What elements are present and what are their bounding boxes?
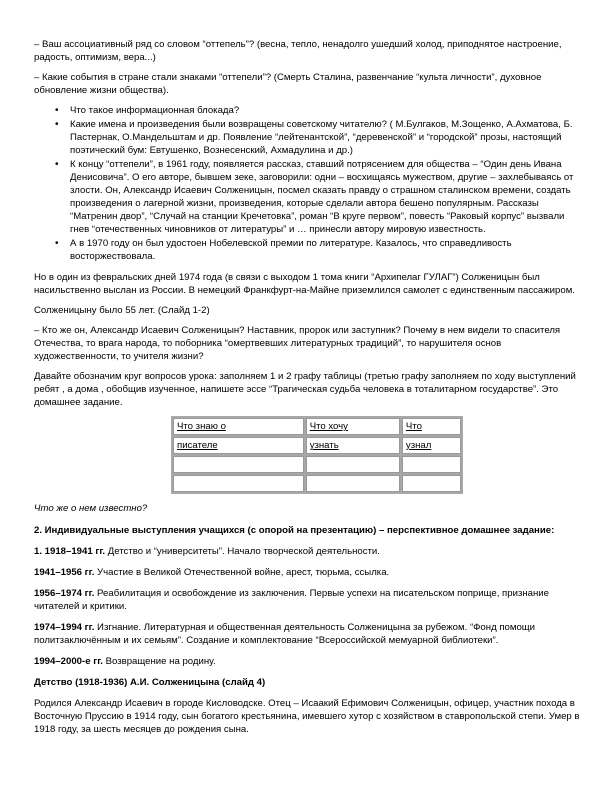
period-item	[34, 621, 582, 647]
period-item	[34, 587, 582, 613]
table-header-learned: Что	[402, 418, 461, 435]
period-years: 1994–2000-е гг.	[34, 656, 103, 667]
table-row	[173, 456, 461, 473]
bullet-list	[34, 104, 582, 263]
table-header-know: Что знаю о	[173, 418, 304, 435]
table-row	[173, 418, 461, 435]
period-years: 1941–1956 гг.	[34, 567, 95, 578]
bullet-item: • Что такое информационная блокада?	[70, 104, 582, 117]
childhood-paragraph: Родился Александр Исаевич в городе Кисловодске. Отец – Исаакий Ефимович Солженицын, офицер, участник похода в Восточную Пруссию в 1914 году, сын богатого крестьянина, имевшего хутор с хозяйством в ставропольской степи. Умер в 1918 году, за шесть месяцев до рождения сына.	[34, 698, 580, 735]
table-header-want-2: узнать	[306, 437, 400, 454]
who-paragraph: – Кто же он, Александр Исаевич Солженицын? Наставник, пророк или заступник? Почему в нем видели то спасителя Отечества, то врага народа, то поборника “омертвевших литературных традиций”, то нарушителя основ художественности, то учителя жизни?	[34, 325, 561, 362]
bullet-item: • Какие имена и произведения были возвращены советскому читателю? ( М.Булгаков, М.Зощенко, А.Ахматова, Б. Пастернак, О.Мандельштам и др. Появление “лейтенантской”, “деревенской” и “городской” прозы, настоящий поэтический бум: Евтушенко, Вознесенский, Ахмадулина и др.)	[70, 118, 582, 157]
table-cell	[306, 475, 400, 492]
table-cell	[402, 475, 461, 492]
childhood-heading: Детство (1918-1936) А.И. Солженицына (слайд 4)	[34, 677, 266, 688]
bullet-item: • К концу “оттепели”, в 1961 году, появляется рассказ, ставший потрясением для общества – “Один день Ивана Денисовича”. О его авторе, бывшем зеке, заговорили: одни – восхищаясь мужеством, другие – захлебываясь от злости. Он, Александр Исаевич Солженицын, посмел сказать правду о страшном сталинском времени, создать произведения о лагерной жизни, произведения, которые сделали автора бешено популярным. Рассказы “Матренин двор”, “Случай на станции Кречетовка”, роман “В круге первом”, повесть “Раковый корпус” вызвали гнев “отечественных чиновников от литературы” и … принесли автору мировую известность.	[70, 158, 582, 236]
period-years: 1. 1918–1941 гг.	[34, 546, 106, 557]
exile-paragraph: Но в один из февральских дней 1974 года (в связи с выходом 1 тома книги “Архипелаг ГУЛАГ”) Солженицын был насильственно выслан из России. В немецкий Франкфурт-на-Майне приземлился самолет с единственным пассажиром.	[34, 272, 575, 296]
period-text: Реабилитация и освобождение из заключения. Первые успехи на писательском поприще, признание читателей и критики.	[34, 588, 549, 612]
table-row	[173, 475, 461, 492]
table-cell	[173, 475, 304, 492]
kwl-table	[171, 416, 463, 494]
period-text: Участие в Великой Отечественной войне, арест, тюрьма, ссылка.	[94, 567, 390, 578]
table-header-know-2: писателе	[173, 437, 304, 454]
period-item	[34, 566, 582, 579]
period-item	[34, 545, 582, 558]
kwl-table-wrapper	[171, 416, 463, 494]
intro-question-1: – Ваш ассоциативный ряд со словом “оттепель”? (весна, тепло, ненадолго ушедший холод, приподнятое настроение, радость, оптимизм, вера...)	[34, 39, 562, 63]
table-row	[173, 437, 461, 454]
period-years: 1956–1974 гг.	[34, 588, 95, 599]
task-paragraph: Давайте обозначим круг вопросов урока: заполняем 1 и 2 графу таблицы (третью графу заполняем по ходу выступлений ребят , а дома , обобщив изученное, напишете эссе “Трагическая судьба человека в тоталитарном государстве”. Это домашнее задание.	[34, 371, 576, 408]
age-paragraph: Солженицыну было 55 лет. (Слайд 1-2)	[34, 305, 210, 316]
known-question: Что же о нем известно?	[34, 503, 148, 514]
bullet-item: • А в 1970 году он был удостоен Нобелевской премии по литературе. Казалось, что справедливость восторжествовала.	[70, 237, 582, 263]
intro-question-2: – Какие события в стране стали знаками “оттепели”? (Смерть Сталина, развенчание “культа личности”, духовное обновление жизни общества).	[34, 72, 542, 96]
table-cell	[173, 456, 304, 473]
table-cell	[306, 456, 400, 473]
period-item	[34, 655, 582, 668]
period-text: Изгнание. Литературная и общественная деятельность Солженицына за рубежом. “Фонд помощи политзаключённым и их семьям”. Создание и комплектование “Всероссийской мемуарной библиотеки”.	[34, 622, 536, 646]
table-cell	[402, 456, 461, 473]
document-page	[34, 38, 582, 743]
period-years: 1974–1994 гг.	[34, 622, 95, 633]
period-text: Возвращение на родину.	[102, 656, 216, 667]
period-text: Детство и “университеты”. Начало творческой деятельности.	[105, 546, 380, 557]
section-2-heading: 2. Индивидуальные выступления учащихся (с опорой на презентацию) – перспективное домашнее задание:	[34, 525, 555, 536]
table-header-learned-2: узнал	[402, 437, 461, 454]
table-header-want: Что хочу	[306, 418, 400, 435]
